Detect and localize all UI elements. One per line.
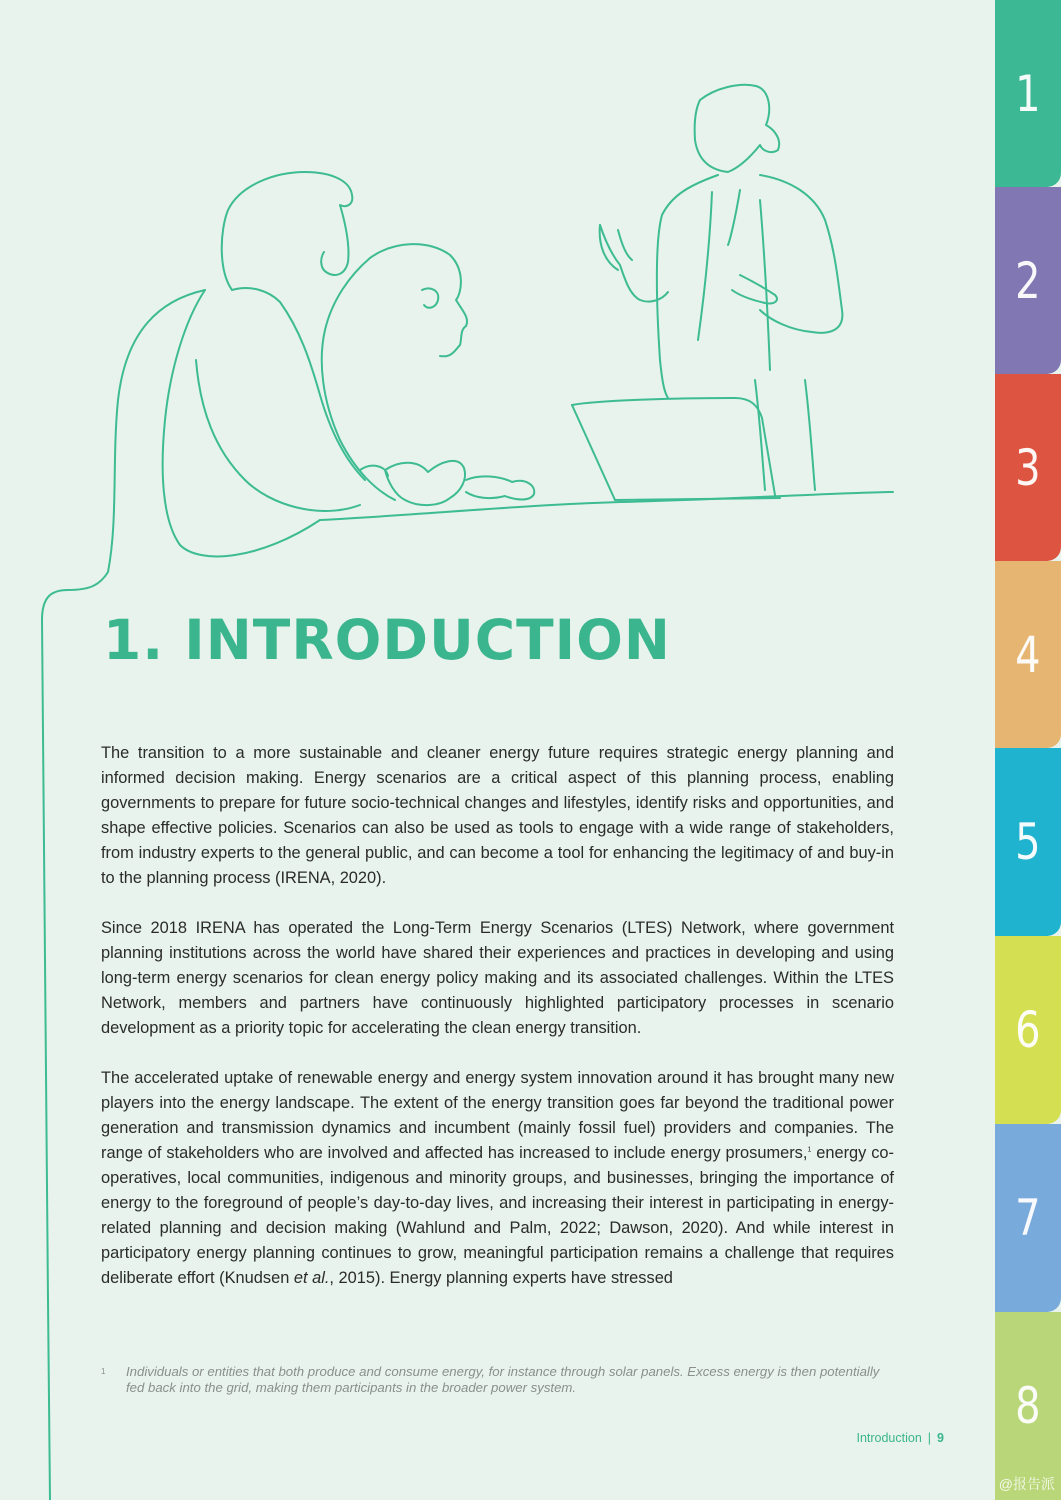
footer-separator: |	[927, 1431, 932, 1445]
paragraph-text: energy co-operatives, local communities, indigenous and minority groups, and businesses, bringing the importance of energy to the foreground of people’s day-to-day lives, and increasing their interest in participating in energy-related planning and decision making (Wahlund and Palm, 2022; Dawson, 2020). And while interest in participatory energy planning continues to grow, meaningful participation remains a challenge that requires deliberate effort (Knudsen	[101, 1144, 894, 1287]
footnote-number: 1	[101, 1367, 106, 1376]
chapter-tab-label: 7	[1015, 1189, 1041, 1247]
chapter-tab-8[interactable]	[995, 1312, 1061, 1500]
chapter-tab-4[interactable]	[995, 561, 1061, 748]
paragraph-text: The accelerated uptake of renewable energy and energy system innovation around it has brought many new players into the energy landscape. The extent of the energy transition goes far beyond the traditional power generation and transmission dynamics and incumbent (mainly fossil fuel) providers and companies. The range of stakeholders who are involved and affected has increased to include energy prosumers,	[101, 1069, 894, 1162]
page-title: 1. INTRODUCTION	[103, 608, 671, 672]
chapter-tab-6[interactable]	[995, 936, 1061, 1124]
footnote	[101, 1364, 891, 1396]
page-footer	[856, 1431, 944, 1445]
footnote-text: Individuals or entities that both produce and consume energy, for instance through solar panels. Excess energy is then potentially fed back into the grid, making them participants in the broader power system.	[126, 1364, 880, 1395]
chapter-tab-2[interactable]	[995, 187, 1061, 374]
page-number: 9	[937, 1431, 944, 1445]
footer-section-label: Introduction	[856, 1431, 922, 1445]
chapter-tab-label: 2	[1015, 251, 1041, 310]
body-text	[101, 741, 894, 1316]
chapter-tab-label: 4	[1015, 625, 1041, 684]
chapter-tab-3[interactable]	[995, 374, 1061, 561]
paragraph-emphasis: et al.	[293, 1269, 330, 1287]
chapter-tab-5[interactable]	[995, 748, 1061, 936]
chapter-tab-label: 8	[1015, 1377, 1041, 1435]
footnote-reference[interactable]: 1	[807, 1146, 812, 1154]
chapter-tab-label: 1	[1015, 64, 1041, 123]
chapter-tabs	[995, 0, 1061, 1500]
chapter-tab-label: 5	[1015, 813, 1041, 871]
chapter-tab-1[interactable]	[995, 0, 1061, 187]
chapter-tab-7[interactable]	[995, 1124, 1061, 1312]
paragraph-text: , 2015). Energy planning experts have stressed	[329, 1269, 673, 1287]
watermark: @报告派	[998, 1476, 1055, 1492]
paragraph: Since 2018 IRENA has operated the Long-Term Energy Scenarios (LTES) Network, where government planning institutions across the world have shared their experiences and practices in developing and using long-term energy scenarios for clean energy policy making and its associated challenges. Within the LTES Network, members and partners have continuously highlighted participatory processes in scenario development as a priority topic for accelerating the clean energy transition.	[101, 919, 894, 1037]
paragraph: The transition to a more sustainable and cleaner energy future requires strategic energy planning and informed decision making. Energy scenarios are a critical aspect of this planning process, enabling governments to prepare for future socio-technical changes and lifestyles, identify risks and opportunities, and shape effective policies. Scenarios can also be used as tools to engage with a wide range of stakeholders, from industry experts to the general public, and can become a tool for enhancing the legitimacy of and buy-in to the planning process (IRENA, 2020).	[101, 744, 894, 887]
paragraph	[101, 1066, 894, 1291]
chapter-tab-label: 3	[1015, 438, 1041, 497]
chapter-tab-label: 6	[1015, 1001, 1041, 1059]
